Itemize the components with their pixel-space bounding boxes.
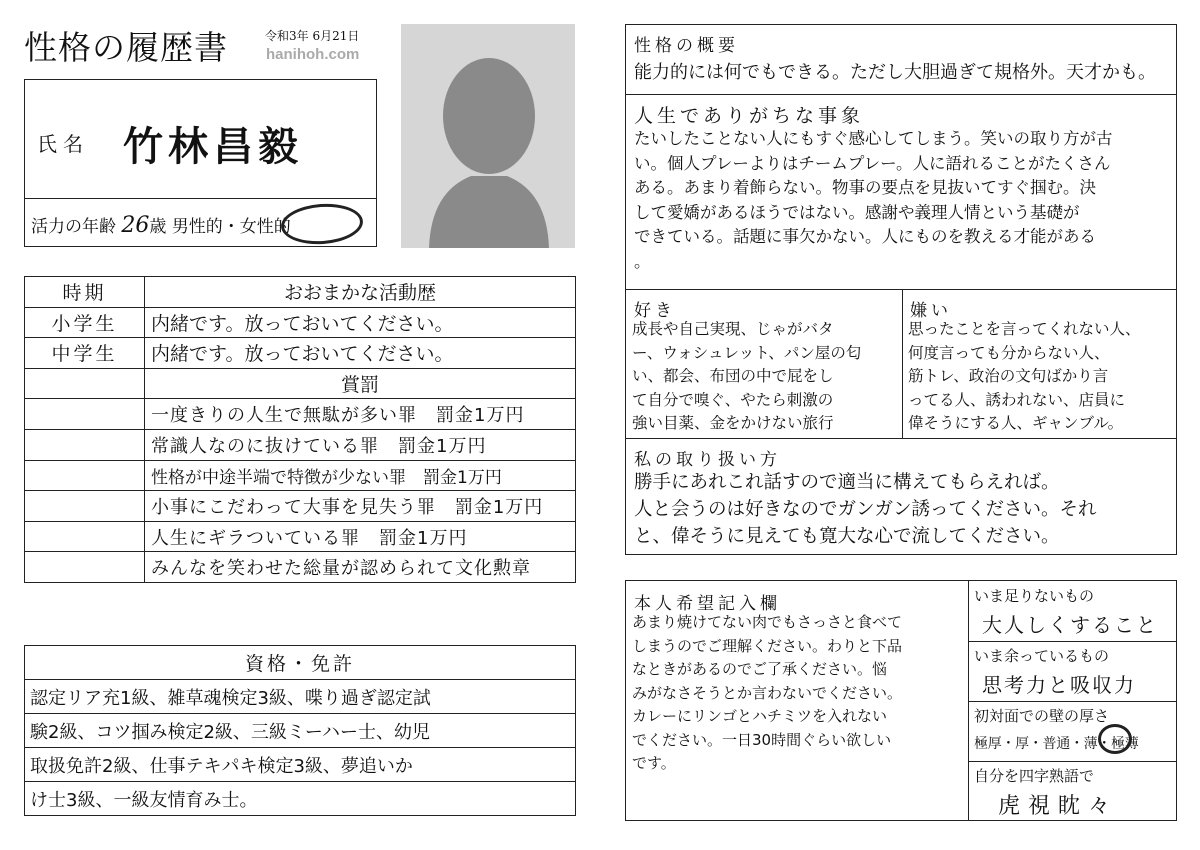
col-activity-header: おおまかな活動歴 [145, 277, 576, 308]
qualifications-header: 資格・免許 [25, 646, 576, 680]
idiom-value: 虎視眈々 [998, 794, 1119, 819]
name-value: 竹林昌毅 [123, 123, 303, 170]
dislikes-line: ってる人、誘われない、店員に [908, 390, 1126, 409]
empty-cell [25, 491, 145, 522]
dislikes-text [908, 318, 1141, 436]
dislikes-line: 筋トレ、政治の文句ばかり言 [908, 367, 1109, 385]
handling-line: と、偉そうに見えても寛大な心で流してください。 [634, 526, 1060, 547]
name-box-divider [25, 198, 376, 199]
dislikes-label: 嫌い [910, 301, 952, 321]
reward-cell: 小事にこだわって大事を見失う罪 罰金1万円 [145, 491, 576, 522]
reward-cell: 人生にギラついている罪 罰金1万円 [145, 521, 576, 552]
age-unit: 歳 [149, 217, 167, 237]
table-row [25, 680, 576, 714]
gender-circle-mark [280, 201, 365, 247]
reward-cell: 一度きりの人生で無駄が多い罪 罰金1万円 [145, 399, 576, 430]
likes-line: 強い目薬、金をかけない旅行 [632, 414, 834, 432]
likes-line: 成長や自己実現、じゃがバタ [632, 320, 834, 338]
dislikes-line: 思ったことを言ってくれない人、 [908, 320, 1141, 338]
profile-photo [401, 24, 575, 248]
activity-cell: 内緒です。放っておいてください。 [145, 307, 576, 338]
likes-line: て自分で嗅ぐ、やたら刺激の [632, 390, 834, 409]
handling-label: 私の取り扱い方 [634, 450, 781, 470]
events-label: 人生でありがちな事象 [634, 105, 865, 127]
table-row [25, 338, 576, 369]
table-row [25, 714, 576, 748]
name-label: 氏名 [37, 132, 89, 156]
wish-line: でください。一日30時間ぐらい欲しい [632, 730, 892, 749]
personality-overview-section [625, 24, 1177, 95]
qualification-line: 認定リア充1級、雑草魂検定3級、喋り過ぎ認定試 [25, 680, 576, 714]
events-line: 。 [634, 251, 651, 271]
table-row [25, 782, 576, 816]
table-header-row [25, 277, 576, 308]
lacking-label: いま足りないもの [974, 587, 1095, 605]
handling-line: 勝手にあれこれ話すので適当に構えてもらえれば。 [634, 472, 1060, 493]
wall-selection-circle [1098, 724, 1132, 754]
document-date: 令和3年 6月21日 [265, 29, 360, 43]
surplus-label: いま余っているもの [974, 647, 1110, 665]
personal-wish-section [625, 580, 1177, 821]
table-row [25, 429, 576, 460]
likes-line: い、都会、布団の中で屁をし [632, 367, 834, 385]
overview-label: 性格の概要 [634, 36, 739, 56]
events-line: して愛嬌があるほうではない。感謝や義理人情という基礎が [634, 202, 1080, 222]
period-cell: 中学生 [25, 338, 145, 369]
table-row [25, 491, 576, 522]
likes-label: 好き [634, 301, 676, 321]
reward-cell: 性格が中途半端で特徴が少ない罪 罰金1万円 [145, 460, 576, 491]
wish-row-divider [968, 761, 1176, 762]
period-cell: 小学生 [25, 307, 145, 338]
vitality-row [31, 212, 291, 238]
reward-cell: 常識人なのに抜けている罪 罰金1万円 [145, 429, 576, 460]
wish-line: です。 [632, 754, 676, 772]
reward-cell: みんなを笑わせた総量が認められて文化勲章 [145, 552, 576, 583]
wish-line: なときがあるのでご了承ください。悩 [632, 660, 888, 678]
likes-dislikes-section [625, 289, 1177, 439]
activity-cell: 内緒です。放っておいてください。 [145, 338, 576, 369]
handling-text [634, 469, 1097, 550]
wish-row-divider [968, 641, 1176, 642]
handling-section [625, 438, 1177, 555]
wall-label: 初対面での壁の厚さ [974, 707, 1110, 725]
likes-text [632, 318, 861, 436]
overview-text: 能力的には何でもできる。ただし大胆過ぎて規格外。天才かも。 [634, 62, 1156, 83]
events-text [634, 127, 1113, 274]
page-title: 性格の履歴書 [24, 28, 228, 67]
table-row [25, 307, 576, 338]
dislikes-line: 何度言っても分からない人、 [908, 343, 1110, 362]
qualification-line: 取扱免許2級、仕事テキパキ検定3級、夢追いか [25, 748, 576, 782]
gender-options: 男性的・女性的 [171, 217, 291, 237]
wish-line: みがなさそうとか言わないでください。 [632, 683, 903, 702]
handling-line: 人と会うのは好きなのでガンガン誘ってください。それ [634, 499, 1097, 520]
table-row [25, 399, 576, 430]
wish-row-divider [968, 701, 1176, 702]
likes-line: ー、ウォシュレット、パン屋の匂 [632, 343, 862, 362]
rewards-header: 賞罰 [145, 368, 576, 399]
site-url: hanihoh.com [266, 46, 360, 63]
wish-label: 本人希望記入欄 [634, 594, 781, 614]
empty-cell [25, 460, 145, 491]
table-row [25, 748, 576, 782]
qualifications-table [24, 645, 576, 816]
vitality-age: 26 [121, 213, 150, 238]
activity-history-table [24, 276, 576, 583]
wish-text [632, 611, 902, 776]
events-line: たいしたことない人にもすぐ感心してしまう。笑いの取り方が古 [634, 129, 1113, 148]
wish-line: カレーにリンゴとハチミツを入れない [632, 707, 888, 725]
table-header-row [25, 646, 576, 680]
name-box [24, 79, 377, 247]
empty-cell [25, 552, 145, 583]
table-row [25, 460, 576, 491]
empty-cell [25, 368, 145, 399]
empty-cell [25, 429, 145, 460]
events-line: ある。あまり着飾らない。物事の要点を見抜いてすぐ掴む。決 [634, 178, 1096, 197]
col-period-header: 時期 [25, 277, 145, 308]
qualification-line: け士3級、一級友情育み士。 [25, 782, 576, 816]
wish-line: あまり焼けてない肉でもさっさと食べて [632, 613, 903, 631]
person-silhouette-icon [401, 24, 575, 248]
events-line: い。個人プレーよりはチームプレー。人に語れることがたくさん [634, 153, 1111, 173]
surplus-value: 思考力と吸収力 [982, 673, 1136, 697]
wish-line: しまうのでご理解ください。わりと下品 [632, 636, 903, 655]
vitality-label: 活力の年齢 [31, 217, 116, 237]
likes-divider [902, 290, 903, 438]
wall-options: 極厚・厚・普通・薄・極薄 [974, 736, 1139, 752]
life-events-section [625, 94, 1177, 290]
events-line: できている。話題に事欠かない。人にものを教える才能がある [634, 227, 1096, 246]
dislikes-line: 偉そうにする人、ギャンブル。 [908, 414, 1124, 432]
empty-cell [25, 521, 145, 552]
table-row [25, 552, 576, 583]
table-row [25, 521, 576, 552]
rewards-header-row [25, 368, 576, 399]
lacking-value: 大人しくすること [982, 613, 1158, 637]
idiom-label: 自分を四字熟語で [974, 767, 1095, 785]
qualification-line: 験2級、コツ掴み検定2級、三級ミーハー士、幼児 [25, 714, 576, 748]
empty-cell [25, 399, 145, 430]
